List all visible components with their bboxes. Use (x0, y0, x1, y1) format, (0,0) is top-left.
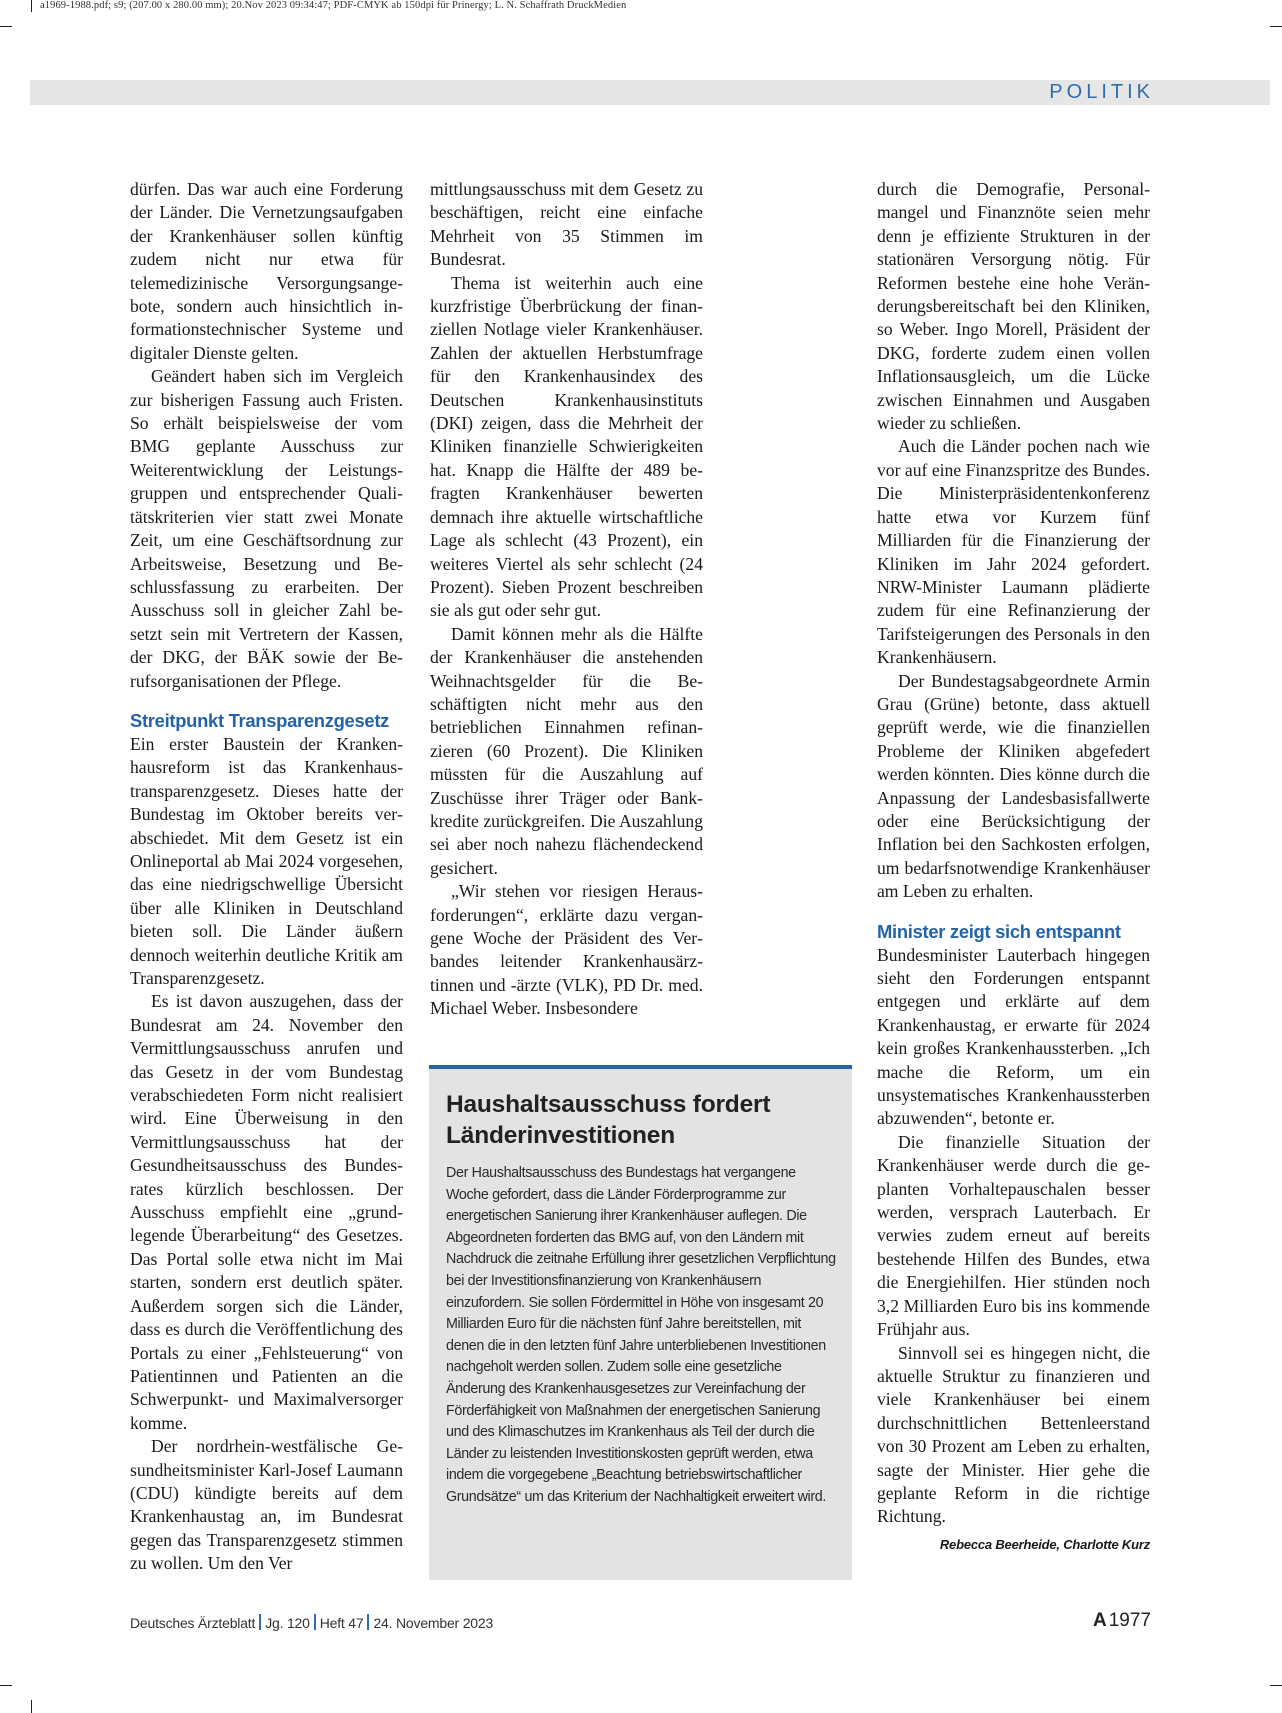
subheading: Minister zeigt sich entspannt (877, 920, 1121, 942)
footer-separator (314, 1614, 316, 1630)
paragraph: Sinnvoll sei es hingegen nicht, die aktuelle Struktur zu finanzieren und viele Krankenhäuser bei einem durchschnittlichen Bettenleerstand von 30 Prozent am Leben zu erhalten, sagte der Minister. Hier gehe die geplante Reform in die richtige Richtung. (877, 1342, 1150, 1527)
page-number (1093, 1610, 1151, 1632)
section-label: POLITIK (1049, 81, 1154, 103)
paragraph: Thema ist weiterhin auch eine kurzfristige Überbrückung der finanziellen Notlage vieler Krankenhäuser. Zahlen der aktuellen Herbstumfrage für den Krankenhausindex des Deutschen Krankenhausinstituts (DKI) zeigen, dass die Mehrheit der Kliniken finanzielle Schwierigkeiten hat. Knapp die Hälfte der 489 befragten Krankenhäuser bewerten demnach ihre aktuelle wirtschaftliche Lage als schlecht (43 Prozent), ein weiteres Viertel als sehr schlecht (24 Prozent). Sieben Prozent beschreiben sie als gut oder sehr gut. (430, 272, 703, 621)
paragraph: Bundesminister Lauterbach hingegen sieht den Forderungen entspannt entgegen und erklärte auf dem Krankenhaustag, er erwarte für 2024 kein großes Krankenhaussterben. „Ich mache die Reform, um ein unsystematisches Krankenhaussterben abzuwenden“, betonte er. (877, 944, 1150, 1129)
author-byline: Rebecca Beerheide, Charlotte Kurz (939, 1536, 1150, 1552)
paragraph: Auch die Länder pochen nach wie vor auf eine Finanzspritze des Bundes. Die Ministerpräsidentenkonferenz hatte etwa vor Kurzem fünf Milliarden für die Finanzierung der Kliniken im Jahr 2024 gefordert. NRW-Minister Laumann plädierte zudem für eine Refinanzierung der Tarifsteigerungen des Personals in den Krankenhäusern. (877, 436, 1150, 668)
print-slug: a1969-1988.pdf; s9; (207.00 x 280.00 mm); 20.Nov 2023 09:34:47; PDF-CMYK ab 150dpi für Prinergy; L. N. Schaffrath DruckMedien (40, 0, 627, 11)
paragraph: „Wir stehen vor riesigen Herausforderungen“, erklärte dazu vergangene Woche der Präsident des Verbandes leitender Krankenhausärztinnen und -ärzte (VLK), PD Dr. med. Michael Weber. Insbesondere (430, 881, 703, 1019)
crop-mark-bottom-left (0, 1685, 12, 1686)
crop-mark-top-left (0, 26, 12, 27)
paragraph: Damit können mehr als die Hälfte der Krankenhäuser die anstehenden Weihnachtsgelder für die Beschäftigten nicht mehr aus den betrieblichen Einnahmen refinanzieren (60 Prozent). Die Kliniken müssten für die Auszahlung auf Zuschüsse ihrer Träger oder Bankkredite zurückgreifen. Die Auszahlung sei aber noch nahezu flächendeckend gesichert. (430, 623, 703, 878)
footer-separator (259, 1614, 261, 1630)
journal-volume: Jg. 120 (265, 1615, 310, 1631)
paragraph: Es ist davon auszugehen, dass der Bundesrat am 24. November den Vermittlungsausschuss anrufen und das Gesetz in der vom Bundestag verabschiedeten Form nicht realisiert wird. Eine Überweisung in den Vermittlungsausschuss hat der Gesundheitsausschuss des Bundesrates kürzlich beschlossen. Der Ausschuss empfiehlt eine „grundlegende Überarbeitung“ des Gesetzes. Das Portal solle etwa nicht im Mai starten, sondern erst deutlich später. Außerdem sorgen sich die Länder, dass es durch die Veröffentlichung des Portals zu einer „Fehlsteuerung“ von Patientinnen und Patienten an die Schwerpunkt- und Maximalversorger komme. (130, 991, 403, 1433)
paragraph: Ein erster Baustein der Krankenhausreform ist das Krankenhaustransparenzgesetz. Dieses hatte der Bundestag im Oktober bereits verabschiedet. Mit dem Gesetz ist ein Onlineportal ab Mai 2024 vorgesehen, das eine niedrigschwellige Übersicht über alle Kliniken in Deutschland bieten soll. Die Länder äußern dennoch weiterhin deutliche Kritik am Transparenzgesetz. (130, 733, 403, 988)
paragraph: mittlungsausschuss mit dem Gesetz zu beschäftigen, reicht eine einfache Mehrheit von 35 Stimmen im Bundesrat. (430, 179, 703, 270)
page-number-value: 1977 (1108, 1610, 1151, 1631)
info-box-body: Der Haushaltsausschuss des Bundestags hat vergangene Woche gefordert, dass die Länder Förderprogramme zur energetischen Sanierung ihrer Krankenhäuser auflegen. Die Abgeordneten forderten das BMG auf, von den Ländern mit Nachdruck die zeitnahe Erfüllung ihrer gesetzlichen Verpflichtung bei der Investitionsfinanzierung von Krankenhäusern einzufordern. Sie sollen Fördermittel in Höhe von insgesamt 20 Milliarden Euro für die nächsten fünf Jahre bereitstellen, mit denen die in den letzten fünf Jahre unterbliebenen Investitionen nachgeholt werden sollen. Zudem solle eine gesetzliche Änderung des Krankenhausgesetzes zur Vereinfachung der Förderfähigkeit von Maßnahmen der energetischen Sanierung und des Klimaschutzes im Krankenhaus als Teil der durch die Länder zu leistenden Investitionskosten geprüft werden, etwa indem die vorgegebene „Beachtung betriebswirtschaftlicher Grundsätze“ um das Kriterium der Nachhaltigkeit erweitert wird. (446, 1165, 836, 1505)
paragraph: Geändert haben sich im Vergleich zur bisherigen Fassung auch Fristen. So erhält beispielsweise der vom BMG geplante Ausschuss zur Weiterentwicklung der Leistungsgruppen und entsprechender Qualitätskriterien vier statt zwei Monate Zeit, um eine Geschäftsordnung zur Arbeitsweise, Besetzung und Beschlussfassung zu erarbeiten. Der Ausschuss soll in gleicher Zahl besetzt sein mit Vertretern der Kassen, der DKG, der BÄK sowie der Berufsorganisationen der Pflege. (130, 366, 403, 691)
crop-mark-bottom-left-v (31, 1700, 32, 1713)
journal-issue: Heft 47 (319, 1615, 364, 1631)
footer-separator (367, 1614, 369, 1630)
article-column-3 (877, 178, 1150, 1556)
subheading: Streitpunkt Transparenzgesetz (130, 709, 390, 731)
journal-name: Deutsches Ärzteblatt (130, 1615, 256, 1631)
article-column-2 (430, 178, 703, 1021)
paragraph: durch die Demografie, Personalmangel und Finanznöte seien mehr denn je effiziente Strukturen in der stationären Versorgung nötig. Für Reformen bestehe eine hohe Veränderungsbereitschaft bei den Kliniken, so Weber. Ingo Morell, Präsident der DKG, forderte zudem einen vollen Inflationsausgleich, um die Lücke zwischen Einnahmen und Ausgaben wieder zu schließen. (877, 179, 1150, 434)
paragraph: Die finanzielle Situation der Krankenhäuser werde durch die geplanten Vorhaltepauschalen besser werden, versprach Lauterbach. Er verwies zudem erneut auf bereits bestehende Hilfen des Bundes, etwa die Energiehilfen. Hier stünden noch 3,2 Milliarden Euro bis ins kommende Frühjahr aus. (877, 1131, 1150, 1340)
crop-mark-top-left-v (31, 0, 32, 12)
page-prefix: A (1092, 1610, 1107, 1631)
article-column-1 (130, 178, 403, 1576)
info-box (429, 1065, 852, 1580)
page-footer (130, 1614, 493, 1631)
issue-date: 24. November 2023 (373, 1615, 494, 1631)
paragraph: Der nordrhein-westfälische Gesundheitsminister Karl-Josef Laumann (CDU) kündigte bereits auf dem Krankenhaustag an, im Bundesrat gegen das Transparenzgesetz stimmen zu wollen. Um den Ver (130, 1436, 403, 1574)
crop-mark-top-right (1270, 26, 1282, 27)
paragraph: dürfen. Das war auch eine Forderung der Länder. Die Vernetzungsaufgaben der Krankenhäuser sollen künftig zudem nicht nur etwa für telemedizinische Versorgungsangebote, sondern auch hinsichtlich informationstechnischer Systeme und digitaler Dienste gelten. (130, 179, 403, 363)
info-box-title: Haushaltsausschuss fordert Länderinvestitionen (446, 1091, 771, 1149)
crop-mark-bottom-right (1270, 1685, 1282, 1686)
paragraph: Der Bundestagsabgeordnete Armin Grau (Grüne) betonte, dass aktuell geprüft werde, wie die finanziellen Probleme der Kliniken abgefedert werden könnten. Dies könne durch die Anpassung der Landesbasisfallwerte oder eine Berücksichtigung der Inflation bei den Sachkosten erfolgen, um bedarfsnotwendige Krankenhäuser am Leben zu erhalten. (877, 670, 1150, 902)
